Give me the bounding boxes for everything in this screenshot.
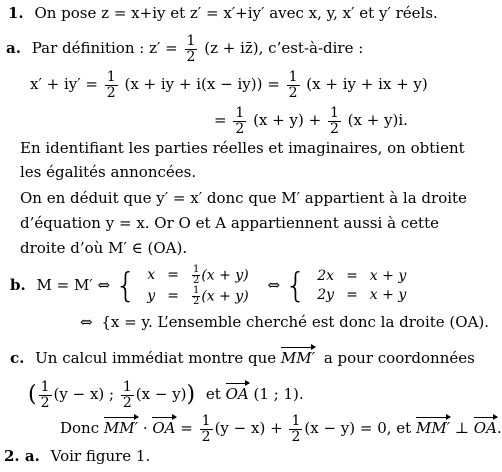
perpendicular-symbol: ⊥ [454,419,470,438]
eq2-part-b: (x + y) + [253,111,322,130]
sys2-r1-lhs: 2x [317,268,335,284]
vector-oa: OA [225,385,249,404]
b-conclusion-arrow: ⇔ [80,313,93,331]
definition-tail: (z + iz̄), c’est-à-dire : [204,39,364,58]
vector-oa: OA [473,419,497,438]
oa-coords: (1 ; 1). [253,385,304,404]
paragraph-line-1: En identifiant les parties réelles et imaginaires, on obtient [20,139,465,157]
c-et: et [205,385,221,404]
b-conclusion-line [80,314,489,331]
c-donc: Donc [60,419,100,438]
eq1-lhs: x′ + iy′ = [30,75,98,94]
left-brace-icon: { [284,266,307,306]
equation-line-2 [214,106,408,136]
coord-a: (y − x) ; [53,385,115,404]
coord-b: (x − y) [135,385,187,404]
fraction-half: $\frac{1}{2}$ [235,105,245,137]
paragraph-line-5: droite d’où M′ ∈ (OA). [20,239,188,257]
fraction-half: $\frac{1}{2}$ [122,379,132,411]
fraction-half: $\frac{1}{2}$ [288,69,298,101]
b-equiv: ⇔ [267,276,281,294]
a-definition-line [6,34,363,64]
sys1-r2-eq: = [167,288,179,304]
small-fraction-half: $\frac{1}{2}$ [192,285,200,307]
fraction-half: $\frac{1}{2}$ [40,379,50,411]
b-systems-line [10,265,412,307]
c-text-1: Un calcul immédiat montre que [35,349,277,367]
part-c-label: c. [10,349,25,367]
vector-oa: OA [152,419,176,438]
q2-line [4,448,150,465]
eq1-mid: (x + iy + i(x − iy)) = [124,75,280,94]
sys2-r1-rhs: x + y [369,268,407,284]
small-fraction-half: $\frac{1}{2}$ [192,264,200,286]
dot-operator: · [142,419,148,438]
fraction-half: $\frac{1}{2}$ [291,413,301,445]
c-text-2: a pour coordonnées [323,349,475,367]
c-dot-product-line: Donc MM′ · OA = $\frac{1}{2}$ (y − x) + $\frac{1}{2}$ (x − y) = 0, et MM′ ⊥ OA . [60,413,502,445]
fraction-half: $\frac{1}{2}$ [329,105,339,137]
dot-result-b: (x − y) = 0, et [304,419,412,438]
fraction-half: $\frac{1}{2}$ [201,413,211,445]
paragraph-line-4: d’équation y = x. Or O et A appartiennent aussi à cette [20,214,439,232]
vector-mm-prime: MM′ [280,349,316,367]
eq2-part-c: (x + y)i. [347,111,408,130]
eq2-equals: = [214,111,227,130]
sys2-r2-lhs: 2y [317,287,335,303]
fraction-half: $\frac{1}{2}$ [106,69,116,101]
sys2-r2-rhs: x + y [369,287,407,303]
c-line-1 [10,350,475,367]
sys2-r2-eq: = [346,287,358,303]
q2-text: Voir figure 1. [50,447,151,465]
vector-mm-prime: MM′ [103,419,139,438]
paragraph-line-2: les égalités annoncées. [20,163,197,181]
eq1-rhs: (x + iy + ix + y) [306,75,428,94]
q1-number: 1. [8,4,24,22]
b-conclusion: {x = y. L’ensemble cherché est donc la droite (OA). [101,313,490,331]
vector-mm-prime: MM′ [416,419,451,438]
sys1-r2-lhs: y [147,288,156,304]
part-a-label: a. [6,39,21,58]
sys1-r1-rhs: (x + y) [201,267,249,284]
dot-result-a: (y − x) + [214,419,283,438]
q2-number: 2. a. [4,447,40,465]
sys1-r1-eq: = [167,267,179,283]
sys2-r1-eq: = [346,268,358,284]
q1-line [8,5,438,22]
sys1-r2-rhs: (x + y) [201,288,249,305]
fraction-half: $\frac{1}{2}$ [186,33,196,65]
system-1 [141,265,254,307]
paragraph-line-3: On en déduit que y′ = x′ donc que M′ appartient à la droite [20,189,467,207]
b-lead: M = M′ ⇔ [36,276,111,294]
left-brace-icon: { [114,266,137,306]
c-coordinates-line: ( $\frac{1}{2}$ (y − x) ; $\frac{1}{2}$ (x − y)) et OA (1 ; 1). [28,379,304,411]
equals-sign: = [180,419,193,438]
q1-intro: On pose z = x+iy et z′ = x′+iy′ avec x, y, x′ et y′ réels. [34,4,438,22]
definition-lead: Par définition : z′ = [31,39,178,58]
system-2 [311,267,412,305]
part-b-label: b. [10,276,26,294]
sys1-r1-lhs: x [147,267,156,283]
equation-line-1 [30,70,428,100]
